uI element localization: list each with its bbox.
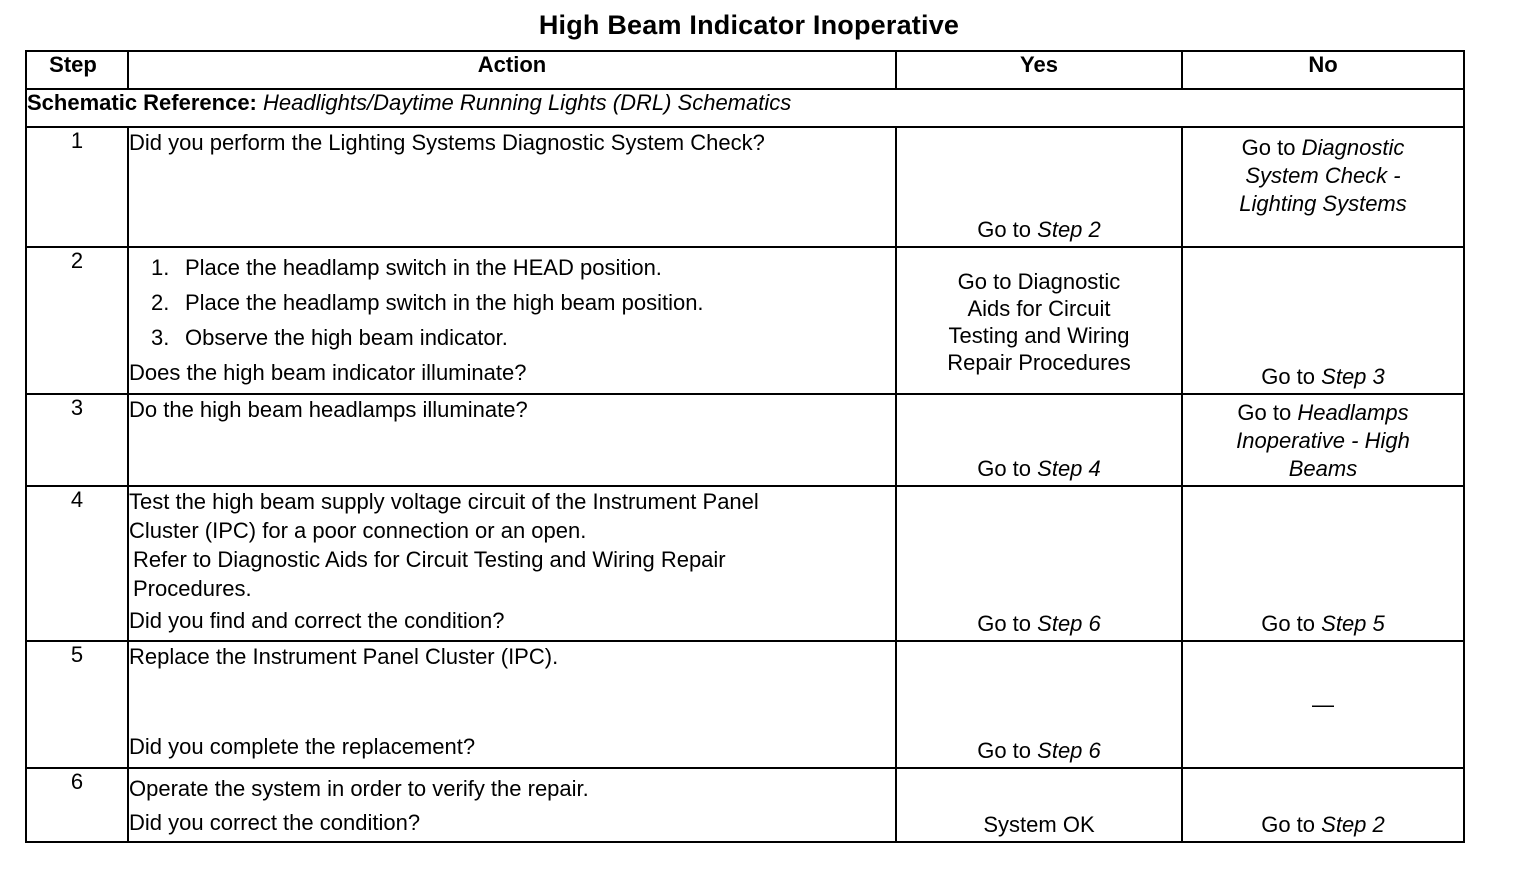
no-result: — xyxy=(1312,691,1334,717)
action-text: Test the high beam supply voltage circuit of the Instrument Panel xyxy=(129,489,759,514)
list-text: Place the headlamp switch in the HEAD position. xyxy=(185,255,662,280)
action-question: Did you find and correct the condition? xyxy=(129,608,505,633)
list-number: 1. xyxy=(151,255,170,280)
header-step: Step xyxy=(26,51,128,89)
step-row-5 xyxy=(26,641,1464,768)
step-link: Step 5 xyxy=(1321,611,1385,636)
procedure-link: Lighting Systems xyxy=(1239,191,1407,216)
header-row xyxy=(26,51,1464,89)
yes-cell xyxy=(896,486,1182,641)
go-to-text: Go to xyxy=(1241,135,1296,160)
action-text: Operate the system in order to verify the repair. xyxy=(129,776,589,801)
go-to-text: Go to xyxy=(977,456,1032,481)
no-cell xyxy=(1182,247,1464,394)
yes-cell xyxy=(896,394,1182,486)
schematic-label: Schematic Reference: xyxy=(27,90,257,115)
step-link: Step 6 xyxy=(1037,611,1101,636)
list-item xyxy=(129,250,895,285)
yes-line: Go to Diagnostic xyxy=(957,269,1121,294)
step-action xyxy=(128,486,896,641)
yes-cell xyxy=(896,247,1182,394)
step-link: Step 2 xyxy=(1321,812,1385,837)
no-cell xyxy=(1182,127,1464,247)
list-number: 3. xyxy=(151,325,170,350)
step-action xyxy=(128,768,896,842)
yes-result xyxy=(897,216,1181,244)
list-text: Observe the high beam indicator. xyxy=(185,325,508,350)
action-text: Replace the Instrument Panel Cluster (IPC). xyxy=(129,644,559,669)
step-number: 3 xyxy=(26,394,128,486)
step-number: 1 xyxy=(26,127,128,247)
procedure-link: Headlamps xyxy=(1297,400,1409,425)
step-row-2 xyxy=(26,247,1464,394)
step-number: 2 xyxy=(26,247,128,394)
no-result xyxy=(1183,811,1463,839)
step-link: Step 3 xyxy=(1321,364,1385,389)
no-result xyxy=(1183,395,1463,483)
yes-line: Aids for Circuit xyxy=(967,296,1111,321)
yes-line: Repair Procedures xyxy=(947,350,1131,375)
step-row-4 xyxy=(26,486,1464,641)
procedure-link: Inoperative - High xyxy=(1236,428,1410,453)
no-result xyxy=(1183,363,1463,391)
step-link: Step 4 xyxy=(1037,456,1101,481)
action-question: Did you correct the condition? xyxy=(129,810,421,835)
action-question: Did you complete the replacement? xyxy=(129,734,476,759)
action-text: Did you perform the Lighting Systems Diagnostic System Check? xyxy=(129,130,765,155)
step-action xyxy=(128,247,896,394)
yes-cell xyxy=(896,768,1182,842)
no-cell xyxy=(1182,768,1464,842)
action-text: Do the high beam headlamps illuminate? xyxy=(129,397,528,422)
yes-result xyxy=(897,737,1181,765)
yes-cell xyxy=(896,641,1182,768)
step-row-3 xyxy=(26,394,1464,486)
schematic-row xyxy=(26,89,1464,127)
go-to-text: Go to xyxy=(977,217,1032,242)
spacer xyxy=(129,671,895,699)
go-to-text: Go to xyxy=(1237,400,1292,425)
no-result xyxy=(1183,610,1463,638)
step-action xyxy=(128,394,896,486)
list-item xyxy=(129,320,895,355)
step-row-1 xyxy=(26,127,1464,247)
yes-result xyxy=(897,610,1181,638)
list-text: Place the headlamp switch in the high beam position. xyxy=(185,290,704,315)
schematic-link: Headlights/Daytime Running Lights (DRL) Schematics xyxy=(263,90,792,115)
header-yes: Yes xyxy=(896,51,1182,89)
procedure-link: Beams xyxy=(1288,456,1358,481)
header-no: No xyxy=(1182,51,1464,89)
go-to-text: Go to xyxy=(977,738,1032,763)
yes-result: System OK xyxy=(983,812,1095,837)
no-result xyxy=(1183,128,1463,218)
step-link: Step 2 xyxy=(1037,217,1101,242)
action-text: Procedures. xyxy=(133,576,252,601)
step-number: 4 xyxy=(26,486,128,641)
action-text: Cluster (IPC) for a poor connection or an open. xyxy=(129,518,587,543)
procedure-link: System Check - xyxy=(1245,163,1401,188)
schematic-reference xyxy=(26,89,1464,127)
diagnostic-table xyxy=(25,50,1465,843)
list-number: 2. xyxy=(151,290,170,315)
step-link: Step 6 xyxy=(1037,738,1101,763)
procedure-link: Diagnostic xyxy=(1301,135,1405,160)
no-cell xyxy=(1182,486,1464,641)
yes-result xyxy=(897,248,1181,376)
step-number: 5 xyxy=(26,641,128,768)
page-title: High Beam Indicator Inoperative xyxy=(538,10,960,40)
go-to-text: Go to xyxy=(1261,611,1316,636)
no-cell xyxy=(1182,641,1464,768)
action-list xyxy=(129,250,895,355)
yes-result xyxy=(897,455,1181,483)
action-text: Refer to Diagnostic Aids for Circuit Testing and Wiring Repair xyxy=(133,547,726,572)
go-to-text: Go to xyxy=(977,611,1032,636)
yes-cell xyxy=(896,127,1182,247)
header-action: Action xyxy=(128,51,896,89)
step-action xyxy=(128,127,896,247)
action-question: Does the high beam indicator illuminate? xyxy=(129,360,527,385)
step-action xyxy=(128,641,896,768)
go-to-text: Go to xyxy=(1261,812,1316,837)
no-cell xyxy=(1182,394,1464,486)
go-to-text: Go to xyxy=(1261,364,1316,389)
yes-line: Testing and Wiring xyxy=(948,323,1130,348)
step-number: 6 xyxy=(26,768,128,842)
step-row-6 xyxy=(26,768,1464,842)
list-item xyxy=(129,285,895,320)
